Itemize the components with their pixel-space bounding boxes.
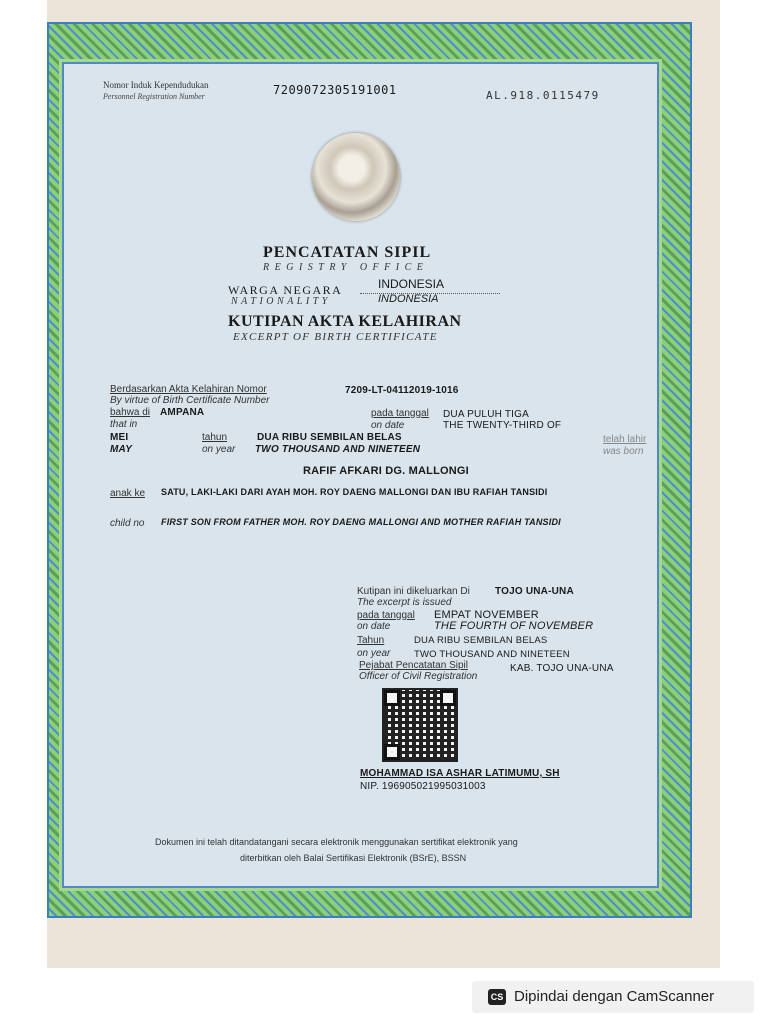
qr-code bbox=[382, 688, 458, 762]
qr-finder-top-left bbox=[384, 690, 400, 706]
year-label-en: on year bbox=[202, 444, 236, 455]
birth-month-en: MAY bbox=[110, 444, 133, 455]
camscanner-logo-icon: CS bbox=[488, 989, 506, 1005]
signatory-name: MOHAMMAD ISA ASHAR LATIMUMU, SH bbox=[360, 768, 560, 779]
certificate-title-en: EXCERPT OF BIRTH CERTIFICATE bbox=[233, 331, 438, 343]
officer-label-en: Officer of Civil Registration bbox=[359, 671, 478, 682]
signatory-nip: NIP. 196905021995031003 bbox=[360, 781, 486, 792]
serial-number: AL.918.0115479 bbox=[486, 89, 600, 102]
cert-number: 7209-LT-04112019-1016 bbox=[345, 385, 459, 396]
issue-date-value-en: THE FOURTH OF NOVEMBER bbox=[434, 620, 594, 632]
based-label: Berdasarkan Akta Kelahiran Nomor bbox=[110, 384, 267, 395]
child-name: RAFIF AFKARI DG. MALLONGI bbox=[303, 465, 469, 477]
year-value: DUA RIBU SEMBILAN BELAS bbox=[257, 432, 402, 443]
issue-year-value-en: TWO THOUSAND AND NINETEEN bbox=[414, 649, 570, 660]
nationality-dotline bbox=[360, 293, 500, 294]
nik-label: Nomor Induk Kependudukan bbox=[103, 80, 209, 90]
issued-value: TOJO UNA-UNA bbox=[495, 586, 574, 597]
born-label-en: was born bbox=[603, 446, 644, 457]
certificate-title: KUTIPAN AKTA KELAHIRAN bbox=[228, 313, 462, 330]
year-value-en: TWO THOUSAND AND NINETEEN bbox=[255, 444, 421, 455]
date-label: pada tanggal bbox=[371, 408, 429, 419]
date-label-en: on date bbox=[371, 420, 405, 431]
nationality-value: INDONESIA bbox=[378, 277, 445, 291]
issued-label: Kutipan ini dikeluarkan Di bbox=[357, 586, 470, 597]
birth-place: AMPANA bbox=[160, 407, 205, 418]
year-label: tahun bbox=[202, 432, 228, 443]
nationality-label: WARGA NEGARA bbox=[228, 283, 343, 297]
date-value: DUA PULUH TIGA bbox=[443, 409, 529, 420]
issue-year-label: Tahun bbox=[357, 635, 385, 646]
qr-finder-top-right bbox=[440, 690, 456, 706]
nationality-label-en: NATIONALITY bbox=[231, 296, 331, 307]
footer-line-1: Dokumen ini telah ditandatangani secara elektronik menggunakan sertifikat elektronik yang bbox=[155, 837, 518, 847]
issue-year-value: DUA RIBU SEMBILAN BELAS bbox=[414, 635, 548, 646]
in-label: bahwa di bbox=[110, 407, 151, 418]
office-title: PENCATATAN SIPIL bbox=[263, 244, 432, 261]
date-value-en: THE TWENTY-THIRD OF bbox=[443, 420, 562, 431]
child-label: anak ke bbox=[110, 488, 146, 499]
birth-month: MEI bbox=[110, 432, 129, 443]
born-label: telah lahir bbox=[603, 434, 647, 445]
officer-label: Pejabat Pencatatan Sipil bbox=[359, 660, 468, 671]
footer-line-2: diterbitkan oleh Balai Sertifikasi Elektronik (BSrE), BSSN bbox=[240, 853, 467, 863]
issued-label-en: The excerpt is issued bbox=[357, 597, 452, 608]
officer-value: KAB. TOJO UNA-UNA bbox=[510, 663, 614, 674]
child-value-en: FIRST SON FROM FATHER MOH. ROY DAENG MALLONGI AND MOTHER RAFIAH TANSIDI bbox=[161, 517, 561, 527]
garuda-emblem-seal bbox=[312, 133, 400, 221]
camscanner-text: Dipindai dengan CamScanner bbox=[514, 988, 715, 1005]
child-label-en: child no bbox=[110, 518, 145, 529]
nik-value: 7209072305191001 bbox=[273, 83, 397, 97]
issue-date-label-en: on date bbox=[357, 621, 391, 632]
based-label-en: By virtue of Birth Certificate Number bbox=[110, 395, 270, 406]
qr-finder-bottom-left bbox=[384, 744, 400, 760]
office-title-en: REGISTRY OFFICE bbox=[263, 262, 429, 273]
child-value: SATU, LAKI-LAKI DARI AYAH MOH. ROY DAENG MALLONGI DAN IBU RAFIAH TANSIDI bbox=[161, 487, 548, 497]
issue-date-label: pada tanggal bbox=[357, 610, 415, 621]
in-label-en: that in bbox=[110, 419, 138, 430]
issue-year-label-en: on year bbox=[357, 648, 391, 659]
issue-date-value: EMPAT NOVEMBER bbox=[434, 609, 539, 621]
camscanner-badge bbox=[472, 981, 754, 1013]
nationality-value-en: INDONESIA bbox=[378, 293, 439, 305]
nik-label-en: Personnel Registration Number bbox=[103, 92, 205, 101]
